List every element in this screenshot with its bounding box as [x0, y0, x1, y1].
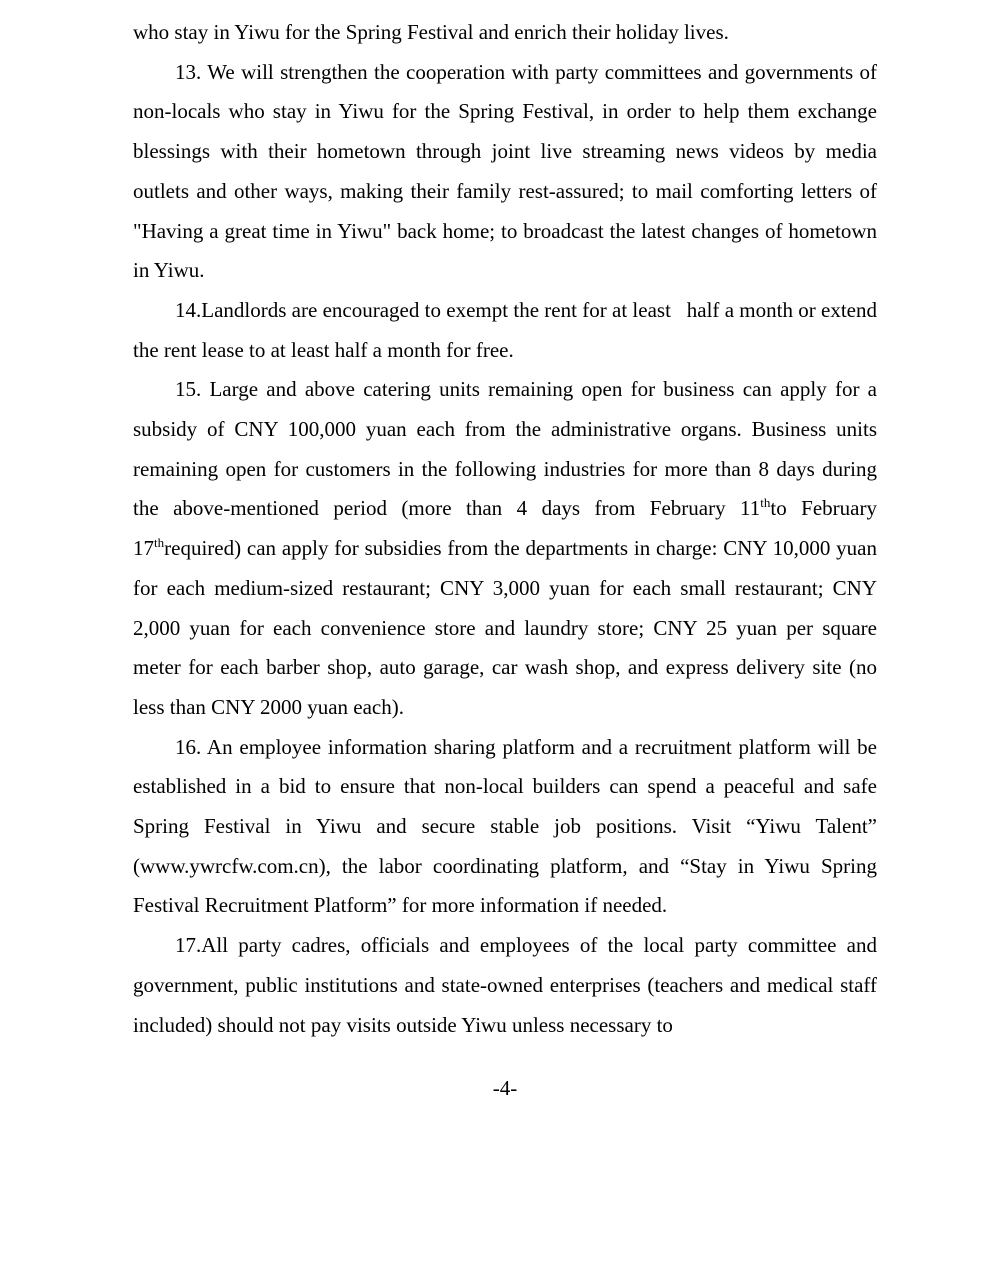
text-run: 16. An employee information sharing platform and a recruitment platform will be established in a bid to ensure that non-local builders can spend a peaceful and safe Spring Festival in Yiwu and secure stable job positions. Visit “Yiwu Talent” (www.ywrcfw.com.cn), the labor coordinating platform, and “Stay in Yiwu Spring Festival Recruitment Platform” for more information if needed. — [133, 734, 877, 918]
text-run: 13. We will strengthen the cooperation with party committees and governments of non-locals who stay in Yiwu for the Spring Festival, in order to help them exchange blessings with their hometown through joint live streaming news videos by media outlets and other ways, making their family rest-assured; to mail comforting letters of "Having a great time in Yiwu" back home; to broadcast the latest changes of hometown in Yiwu. — [133, 59, 877, 283]
paragraph-15 — [133, 370, 877, 727]
text-run: 14.Landlords are encouraged to exempt the rent for at least half a month or extend the rent lease to at least half a month for free. — [133, 297, 877, 362]
document-body — [133, 13, 877, 1045]
page-number: -4- — [492, 1076, 518, 1101]
text-run: required) can apply for subsidies from the departments in charge: CNY 10,000 yuan for each medium-sized restaurant; CNY 3,000 yuan for each small restaurant; CNY 2,000 yuan for each convenience store and laundry store; CNY 25 yuan per square meter for each barber shop, auto garage, car wash shop, and express delivery site (no less than CNY 2000 yuan each). — [133, 536, 877, 719]
paragraph-16 — [133, 728, 877, 927]
text-run: to February 17 — [133, 496, 877, 561]
text-run: 17.All party cadres, officials and employees of the local party committee and government, public institutions and state-owned enterprises (teachers and medical staff included) should not pay visits outside Yiwu unless necessary to — [133, 933, 877, 1037]
paragraph-continuation — [133, 13, 877, 53]
paragraph-13 — [133, 53, 877, 291]
paragraph-14 — [133, 291, 877, 370]
superscript-ordinal: th — [760, 495, 771, 511]
paragraph-17 — [133, 926, 877, 1045]
text-run: 15. Large and above catering units remaining open for business can apply for a subsidy of CNY 100,000 yuan each from the administrative organs. Business units remaining open for customers in the following industries for more than 8 days during the above-mentioned period (more than 4 days from February 11 — [133, 377, 877, 521]
superscript-ordinal: th — [154, 535, 165, 551]
text-run: who stay in Yiwu for the Spring Festival and enrich their holiday lives. — [133, 20, 729, 44]
page-footer — [133, 1069, 877, 1109]
